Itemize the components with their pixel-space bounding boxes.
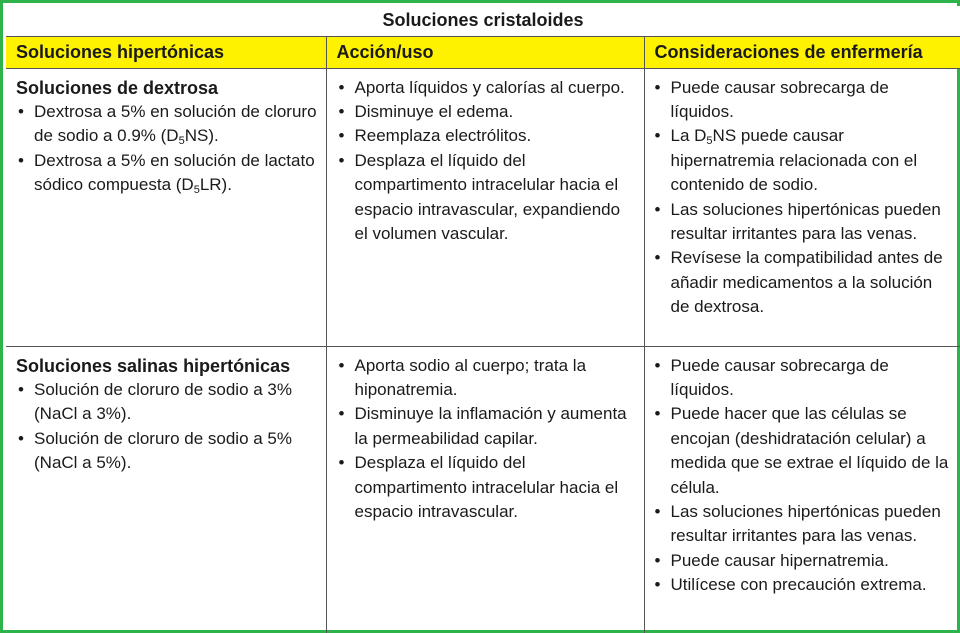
action-cell bbox=[326, 68, 644, 346]
list-item: • Dextrosa a 5% en solución de lactato sódico compuesta $(D_5LR)$. bbox=[16, 149, 318, 198]
list-item: • Desplaza el líquido del compartimento intracelular hacia el espacio intravascular. bbox=[337, 451, 636, 524]
considerations-list bbox=[653, 76, 953, 320]
solution-cell bbox=[6, 346, 326, 633]
considerations-cell bbox=[644, 68, 960, 346]
list-item: • Utilícese con precaución extrema. bbox=[653, 573, 953, 597]
considerations-cell bbox=[644, 346, 960, 633]
solution-list bbox=[16, 378, 318, 476]
header-hypertonic-solutions: Soluciones hipertónicas bbox=[6, 36, 326, 68]
list-item: • Aporta líquidos y calorías al cuerpo. bbox=[337, 76, 636, 100]
header-row bbox=[6, 36, 960, 68]
list-item: • La $D_5NS$ puede causar hipernatremia relacionada con el contenido de sodio. bbox=[653, 124, 953, 197]
group-title: Soluciones salinas hipertónicas bbox=[16, 355, 291, 376]
solution-cell bbox=[6, 68, 326, 346]
table-title: Soluciones cristaloides bbox=[6, 6, 960, 36]
solution-list bbox=[16, 100, 318, 198]
list-item: • Disminuye el edema. bbox=[337, 100, 636, 124]
action-list bbox=[337, 76, 636, 247]
list-item: • Revísese la compatibilidad antes de añadir medicamentos a la solución de dextrosa. bbox=[653, 246, 953, 319]
list-item: • Solución de cloruro de sodio a 3% (NaCl a 3%). bbox=[16, 378, 318, 427]
header-action-use: Acción/uso bbox=[326, 36, 644, 68]
table-row bbox=[6, 68, 960, 346]
list-item: • Dextrosa a 5% en solución de cloruro de sodio a 0.9% $(D_5NS)$. bbox=[16, 100, 318, 149]
list-item: • Puede causar sobrecarga de líquidos. bbox=[653, 76, 953, 125]
list-item: • Puede causar sobrecarga de líquidos. bbox=[653, 354, 953, 403]
title-row bbox=[6, 6, 960, 36]
table-row bbox=[6, 346, 960, 633]
action-cell bbox=[326, 346, 644, 633]
considerations-list bbox=[653, 354, 953, 598]
list-item: • Las soluciones hipertónicas pueden resultar irritantes para las venas. bbox=[653, 500, 953, 549]
crystalloid-solutions-table bbox=[6, 6, 960, 633]
list-item: • Disminuye la inflamación y aumenta la permeabilidad capilar. bbox=[337, 402, 636, 451]
list-item: • Puede causar hipernatremia. bbox=[653, 549, 953, 573]
list-item: • Puede hacer que las células se encojan (deshidratación celular) a medida que se extrae el líquido de la célula. bbox=[653, 402, 953, 500]
list-item: • Aporta sodio al cuerpo; trata la hiponatremia. bbox=[337, 354, 636, 403]
action-list bbox=[337, 354, 636, 525]
list-item: • Desplaza el líquido del compartimento intracelular hacia el espacio intravascular, expandiendo el volumen vascular. bbox=[337, 149, 636, 247]
header-nursing-considerations: Consideraciones de enfermería bbox=[644, 36, 960, 68]
list-item: • Solución de cloruro de sodio a 5% (NaCl a 5%). bbox=[16, 427, 318, 476]
group-title: Soluciones de dextrosa bbox=[16, 77, 219, 98]
list-item: • Reemplaza electrólitos. bbox=[337, 124, 636, 148]
list-item: • Las soluciones hipertónicas pueden resultar irritantes para las venas. bbox=[653, 198, 953, 247]
